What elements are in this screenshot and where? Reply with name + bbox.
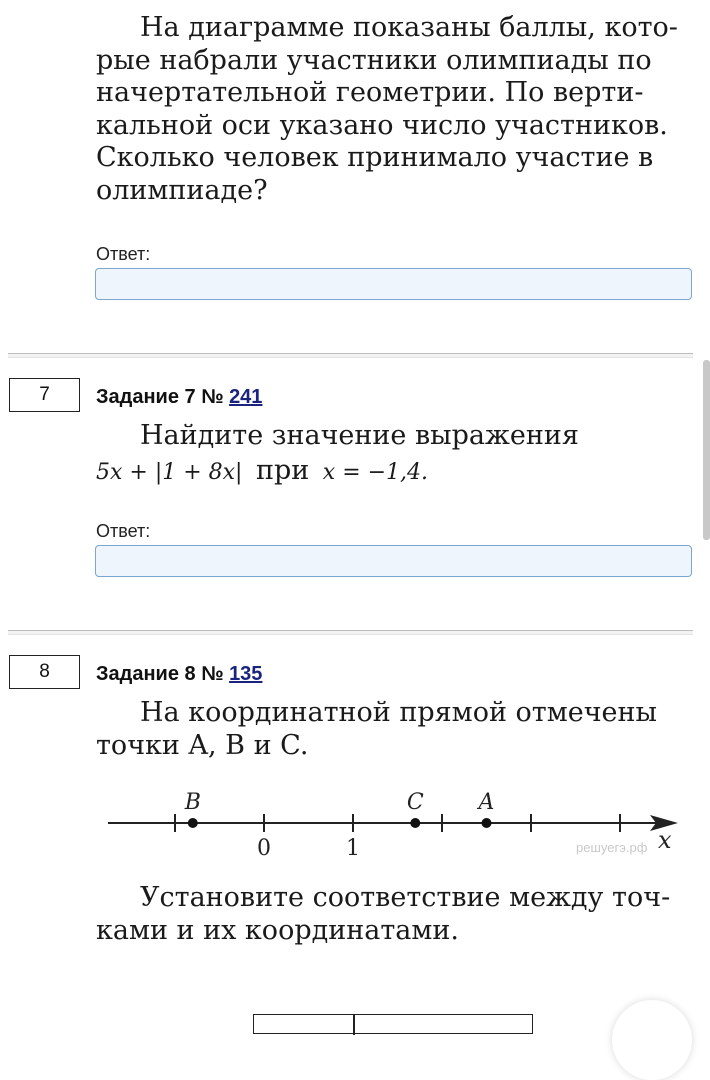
task7-expr-right: x = −1,4. xyxy=(322,460,429,485)
answer-table xyxy=(253,1014,533,1034)
point-c xyxy=(410,818,420,828)
axis-label-x: x xyxy=(658,826,672,854)
divider xyxy=(8,630,693,635)
scrollbar[interactable] xyxy=(703,360,710,540)
point-b xyxy=(188,818,198,828)
task7-expr-left: 5x + |1 + 8x| xyxy=(96,460,243,485)
task7-title: Задание 7 № xyxy=(96,386,224,408)
task7-number-box xyxy=(9,378,80,412)
task7-expr-word: при xyxy=(256,455,310,486)
point-a xyxy=(482,818,492,828)
task7-id-link[interactable]: 241 xyxy=(229,386,263,408)
task7-answer-input[interactable] xyxy=(95,545,692,577)
task7-question: Найдите значение выражения xyxy=(140,420,579,451)
task7-answer-label: Ответ: xyxy=(96,521,151,541)
point-label-b: B xyxy=(184,790,201,815)
table-divider xyxy=(353,1015,355,1035)
task6-question: На диаграмме показаны баллы, которые набрали участники олимпиады по начертательной геометрии. По вертикальной оси указано число участников. Сколько человек принимало участие в олимпиаде? xyxy=(96,12,678,206)
task8-instruction: Установите соответствие между точками и их координатами. xyxy=(96,882,671,946)
number-line-figure xyxy=(0,780,710,870)
task6-answer-input[interactable] xyxy=(95,268,692,300)
task7-expression xyxy=(96,455,428,486)
task8-number: 8 xyxy=(39,661,50,682)
task6-answer-label: Ответ: xyxy=(96,244,151,264)
watermark: решуегэ.рф xyxy=(576,840,648,855)
point-label-a: A xyxy=(478,790,495,815)
tick-label-1: 1 xyxy=(346,836,360,861)
floating-action-button[interactable] xyxy=(612,1000,692,1080)
point-label-c: C xyxy=(406,790,424,815)
task8-id-link[interactable]: 135 xyxy=(229,663,263,685)
task8-number-box xyxy=(9,655,80,689)
tick-label-0: 0 xyxy=(257,836,271,861)
task8-question: На координатной прямой отмечены точки A, B и C. xyxy=(96,697,658,761)
task8-heading xyxy=(96,663,262,686)
task7-number: 7 xyxy=(39,384,50,405)
divider xyxy=(8,353,693,358)
task8-title: Задание 8 № xyxy=(96,663,224,685)
task7-heading xyxy=(96,386,262,409)
